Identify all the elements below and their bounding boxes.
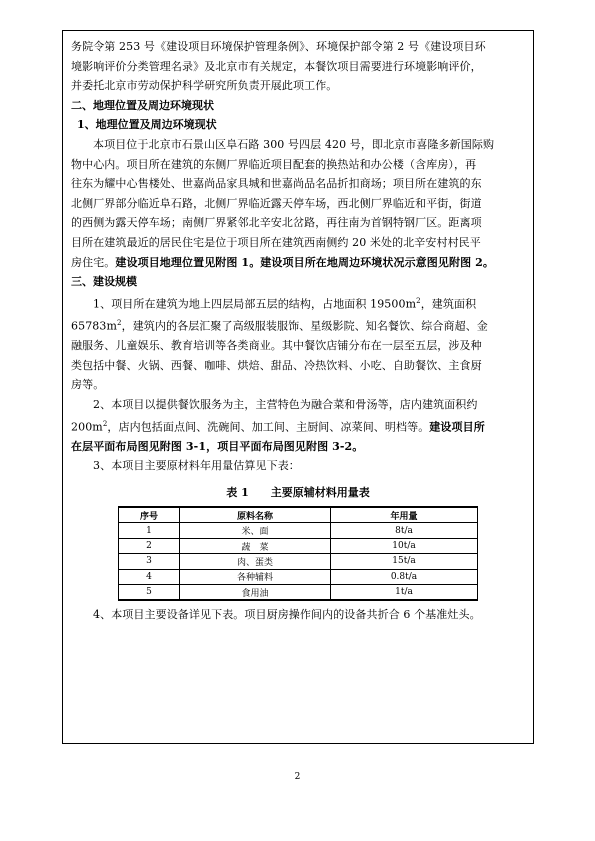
table-cell: 各种辅料 bbox=[180, 569, 331, 584]
table-cell: 5 bbox=[119, 584, 180, 600]
table-cell: 蔬 菜 bbox=[180, 538, 331, 553]
document-frame bbox=[62, 30, 534, 744]
column-header: 序号 bbox=[119, 507, 180, 523]
figure-reference-line: 在层平面布局图见附图 3-1，项目平面布局图见附图 3-2。 bbox=[71, 439, 364, 453]
text-span: ，建筑内的各层汇聚了高级服装服饰、星级影院、知名餐饮、综合商超、金 bbox=[121, 319, 488, 333]
figure-reference-text: 建设项目所 bbox=[429, 420, 485, 434]
paragraph-line bbox=[71, 253, 525, 273]
table-row bbox=[119, 554, 478, 569]
paragraph-line: 4、本项目主要设备详见下表。项目厨房操作间内的设备共折合 6 个基准灶头。 bbox=[93, 608, 481, 622]
table-cell: 米、面 bbox=[180, 523, 331, 538]
paragraph-line: 境影响评价分类管理名录》及北京市有关规定，本餐饮项目需要进行环境影响评价， bbox=[71, 59, 482, 73]
paragraph-line bbox=[71, 292, 525, 314]
page-number: 2 bbox=[294, 772, 301, 782]
table-cell: 食用油 bbox=[180, 584, 331, 600]
table-cell: 3 bbox=[119, 554, 180, 569]
table-row bbox=[119, 569, 478, 584]
text-span: 1、项目所在建筑为地上四层局部五层的结构，占地面积 19500m bbox=[93, 297, 417, 311]
text-span: 65783m bbox=[71, 319, 118, 333]
table-cell: 0.8t/a bbox=[331, 569, 478, 584]
table-cell: 2 bbox=[119, 538, 180, 553]
paragraph-line: 往东为耀中心售楼处、世嘉尚品家具城和世嘉尚品名品折扣商场；项目所在建筑的东 bbox=[71, 177, 482, 191]
table-cell: 1 bbox=[119, 523, 180, 538]
table-cell: 肉、蛋类 bbox=[180, 554, 331, 569]
superscript: 2 bbox=[416, 296, 421, 305]
paragraph-line bbox=[71, 415, 525, 437]
table-number: 表 1 bbox=[226, 486, 249, 500]
superscript: 2 bbox=[117, 318, 122, 327]
text-span: ，店内包括面点间、洗碗间、加工间、主厨间、凉菜间、明档等。 bbox=[107, 420, 430, 434]
paragraph-line: 类包括中餐、火锅、西餐、咖啡、烘焙、甜品、冷热饮料、小吃、自助餐饮、主食厨 bbox=[71, 358, 482, 372]
column-header: 原料名称 bbox=[180, 507, 331, 523]
text-span: ，建筑面积 bbox=[420, 297, 477, 311]
table-row bbox=[119, 538, 478, 553]
text-span: 房住宅。 bbox=[71, 255, 116, 269]
section-heading-2: 二、地理位置及周边环境现状 bbox=[71, 98, 214, 112]
paragraph-line: 3、本项目主要原材料年用量估算见下表： bbox=[93, 459, 300, 473]
section-heading-3: 三、建设规模 bbox=[71, 275, 137, 289]
superscript: 2 bbox=[102, 419, 108, 428]
materials-table bbox=[118, 506, 478, 601]
paragraph-line: 目所在建筑最近的居民住宅是位于项目所在建筑西南侧约 20 米处的北辛安村村民平 bbox=[71, 235, 481, 249]
paragraph-line: 融服务、儿童娱乐、教育培训等各类商业。其中餐饮店铺分布在一层至五层，涉及种 bbox=[71, 339, 482, 353]
paragraph-line: 北侧厂界部分临近阜石路，北侧厂界临近露天停车场，西北侧厂界临近和平街，街道 bbox=[71, 196, 482, 210]
paragraph-line: 并委托北京市劳动保护科学研究所负责开展此项工作。 bbox=[71, 79, 338, 93]
subsection-heading-2-1: 1、地理位置及周边环境现状 bbox=[77, 118, 217, 132]
paragraph-line: 房等。 bbox=[71, 378, 105, 392]
figure-reference-text: 建设项目地理位置见附图 1。建设项目所在地周边环境状况示意图见附图 2。 bbox=[115, 255, 494, 269]
table-row bbox=[119, 523, 478, 538]
table-caption bbox=[71, 484, 525, 500]
paragraph-line: 2、本项目以提供餐饮服务为主，主营特色为融合菜和骨汤等，店内建筑面积约 bbox=[93, 398, 478, 411]
paragraph-line: 务院令第 253 号《建设项目环境保护管理条例》、环境保护部令第 2 号《建设项目环 bbox=[71, 40, 486, 53]
table-cell: 10t/a bbox=[331, 538, 478, 553]
table-cell: 8t/a bbox=[331, 523, 478, 538]
paragraph-line: 物中心内。项目所在建筑的东侧厂界临近项目配套的换热站和办公楼（含库房），再 bbox=[71, 157, 477, 171]
table-title: 主要原辅材料用量表 bbox=[270, 486, 370, 500]
table-cell: 15t/a bbox=[331, 554, 478, 569]
paragraph-line bbox=[71, 314, 525, 336]
table-row bbox=[119, 584, 478, 600]
paragraph-line: 本项目位于北京市石景山区阜石路 300 号四层 420 号，即北京市喜隆多新国际购 bbox=[93, 137, 495, 151]
paragraph-line: 的西侧为露天停车场；南侧厂界紧邻北辛安北岔路，再往南为首钢特钢厂区。距离项 bbox=[71, 216, 482, 230]
table-cell: 4 bbox=[119, 569, 180, 584]
column-header: 年用量 bbox=[331, 507, 478, 523]
text-span: 200m bbox=[71, 420, 103, 434]
table-cell: 1t/a bbox=[331, 584, 478, 600]
table-header-row bbox=[119, 507, 478, 523]
